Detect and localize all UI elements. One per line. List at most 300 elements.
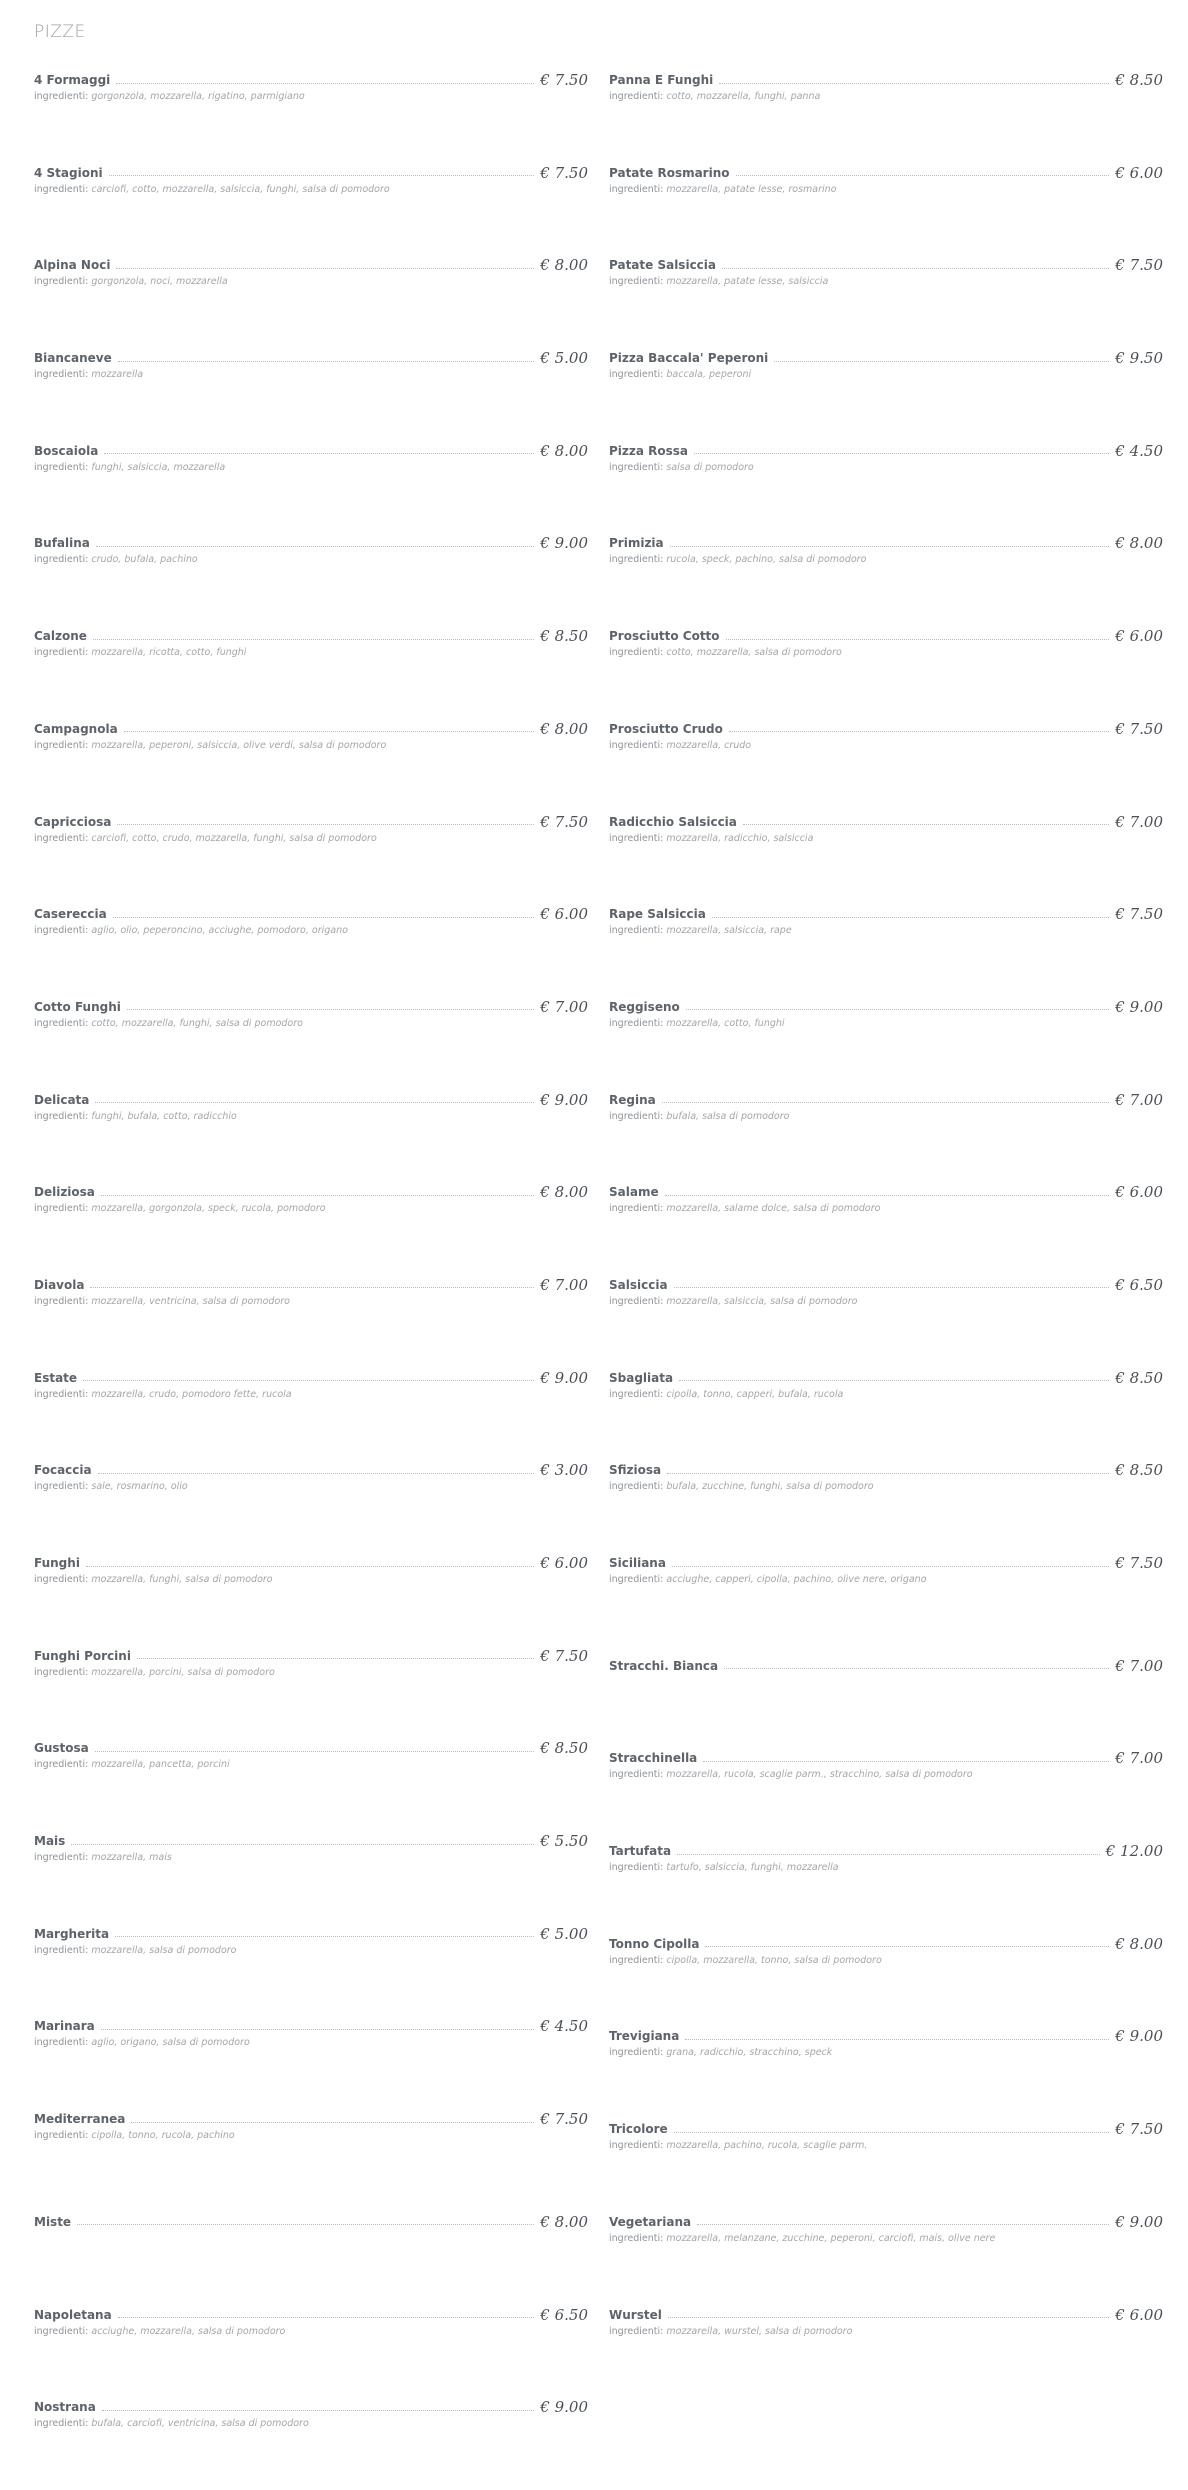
menu-item bbox=[34, 1646, 588, 1739]
item-ingredients bbox=[609, 1480, 1163, 1493]
dotted-leader bbox=[137, 1658, 534, 1659]
menu-item-row bbox=[34, 1275, 588, 1295]
dotted-leader bbox=[712, 917, 1109, 918]
currency-symbol: € bbox=[540, 163, 550, 182]
item-name: Tonno Cipolla bbox=[609, 1936, 700, 1951]
ingredients-list: mozzarella, funghi, salsa di pomodoro bbox=[91, 1574, 273, 1585]
item-ingredients bbox=[34, 646, 588, 659]
ingredients-list: acciughe, capperi, cipolla, pachino, olive nere, origano bbox=[666, 1574, 927, 1585]
menu-item-row bbox=[609, 2026, 1163, 2046]
menu-item bbox=[34, 997, 588, 1090]
dotted-leader bbox=[127, 1009, 534, 1010]
ingredients-label: ingredienti: bbox=[34, 1666, 89, 1678]
menu-item bbox=[34, 626, 588, 719]
item-name: Delicata bbox=[34, 1092, 90, 1107]
menu-column-left bbox=[34, 70, 588, 2490]
currency-symbol: € bbox=[1115, 1275, 1125, 1294]
menu-item bbox=[34, 1460, 588, 1553]
price-value: 4.50 bbox=[554, 2017, 588, 2036]
item-price bbox=[540, 1183, 588, 1201]
ingredients-label: ingredienti: bbox=[34, 554, 89, 566]
dotted-leader bbox=[719, 83, 1109, 84]
ingredients-list: mozzarella, cotto, funghi bbox=[666, 1017, 785, 1029]
menu-item-row bbox=[609, 1460, 1163, 1480]
price-value: 8.50 bbox=[554, 627, 588, 646]
price-value: 5.50 bbox=[554, 1832, 588, 1851]
item-name: Funghi bbox=[34, 1556, 80, 1570]
menu-item-row bbox=[34, 441, 588, 461]
price-value: 8.00 bbox=[554, 2212, 588, 2231]
item-ingredients bbox=[609, 2139, 1163, 2152]
ingredients-list: mozzarella, crudo, pomodoro fette, rucola bbox=[91, 1388, 292, 1400]
dotted-leader bbox=[667, 1473, 1109, 1474]
item-ingredients bbox=[34, 1202, 588, 1215]
item-price bbox=[540, 1739, 588, 1757]
ingredients-list: gorgonzola, noci, mozzarella bbox=[91, 276, 228, 288]
price-value: 7.00 bbox=[1129, 1656, 1163, 1675]
dotted-leader bbox=[672, 1566, 1109, 1567]
menu-item bbox=[34, 533, 588, 626]
dotted-leader bbox=[668, 2317, 1109, 2318]
menu-item bbox=[609, 2119, 1163, 2212]
ingredients-label: ingredienti: bbox=[609, 1110, 664, 1122]
item-name: Campagnola bbox=[34, 721, 118, 736]
item-ingredients bbox=[609, 1295, 1163, 1308]
menu-item-row bbox=[34, 626, 588, 646]
menu-item bbox=[609, 163, 1163, 256]
price-value: 7.50 bbox=[1129, 719, 1163, 738]
currency-symbol: € bbox=[540, 534, 550, 553]
menu-item bbox=[609, 1841, 1163, 1934]
ingredients-label: ingredienti: bbox=[609, 2232, 664, 2244]
menu-item bbox=[34, 1553, 588, 1646]
currency-symbol: € bbox=[540, 2110, 550, 2129]
price-value: 7.00 bbox=[1129, 812, 1163, 831]
item-ingredients bbox=[609, 2232, 1163, 2245]
ingredients-label: ingredienti: bbox=[34, 1203, 89, 1215]
item-ingredients bbox=[609, 553, 1163, 566]
dotted-leader bbox=[118, 2317, 535, 2318]
ingredients-list: salsa di pomodoro bbox=[666, 461, 754, 473]
item-name: Regina bbox=[609, 1092, 656, 1107]
currency-symbol: € bbox=[1105, 1842, 1116, 1861]
item-name: Deliziosa bbox=[34, 1185, 95, 1200]
item-price bbox=[540, 1276, 588, 1294]
item-name: Tricolore bbox=[609, 2122, 668, 2137]
currency-symbol: € bbox=[1115, 812, 1125, 831]
item-price bbox=[540, 2213, 588, 2231]
menu-item bbox=[34, 1924, 588, 2017]
dotted-leader bbox=[102, 2410, 534, 2411]
ingredients-label: ingredienti: bbox=[34, 647, 89, 659]
item-price bbox=[1115, 905, 1163, 923]
menu-item-row bbox=[609, 163, 1163, 183]
ingredients-list: mozzarella, porcini, salsa di pomodoro bbox=[91, 1666, 275, 1678]
ingredients-label: ingredienti: bbox=[609, 1954, 664, 1966]
price-value: 8.00 bbox=[1129, 534, 1163, 553]
item-name: Casereccia bbox=[34, 907, 107, 922]
ingredients-list: mozzarella, wurstel, salsa di pomodoro bbox=[666, 2325, 853, 2337]
price-value: 6.00 bbox=[554, 905, 588, 924]
currency-symbol: € bbox=[540, 1461, 550, 1480]
page-title: PIZZE bbox=[34, 22, 86, 42]
item-ingredients bbox=[609, 1954, 1163, 1967]
item-name: Prosciutto Cotto bbox=[609, 629, 720, 644]
menu-item bbox=[609, 1368, 1163, 1461]
price-value: 9.00 bbox=[554, 2398, 588, 2417]
currency-symbol: € bbox=[540, 1275, 550, 1294]
ingredients-list: tartufo, salsiccia, funghi, mozzarella bbox=[666, 1862, 839, 1874]
item-name: Boscaiola bbox=[34, 443, 99, 458]
currency-symbol: € bbox=[1115, 1368, 1125, 1387]
currency-symbol: € bbox=[540, 1183, 550, 1202]
price-value: 5.00 bbox=[554, 1924, 588, 1943]
menu-item bbox=[609, 904, 1163, 997]
price-value: 6.00 bbox=[1129, 627, 1163, 646]
currency-symbol: € bbox=[540, 1090, 550, 1109]
ingredients-label: ingredienti: bbox=[609, 832, 664, 844]
item-price bbox=[540, 1925, 588, 1943]
menu-item-row bbox=[34, 1460, 588, 1480]
dotted-leader bbox=[95, 1102, 534, 1103]
price-value: 7.00 bbox=[1129, 1090, 1163, 1109]
ingredients-label: ingredienti: bbox=[609, 739, 664, 751]
menu-item bbox=[609, 1553, 1163, 1646]
dotted-leader bbox=[694, 453, 1109, 454]
ingredients-label: ingredienti: bbox=[609, 1481, 664, 1493]
price-value: 7.00 bbox=[554, 1275, 588, 1294]
item-name: 4 Formaggi bbox=[34, 73, 111, 87]
dotted-leader bbox=[665, 1195, 1110, 1196]
currency-symbol: € bbox=[1115, 1656, 1125, 1675]
menu-item bbox=[34, 812, 588, 905]
item-ingredients bbox=[34, 2036, 588, 2049]
item-name: Siciliana bbox=[609, 1556, 666, 1570]
price-value: 3.00 bbox=[554, 1461, 588, 1480]
menu-item bbox=[609, 2305, 1163, 2398]
menu-item-row bbox=[34, 1738, 588, 1758]
dotted-leader bbox=[118, 361, 535, 362]
currency-symbol: € bbox=[1115, 997, 1125, 1016]
item-price bbox=[540, 442, 588, 460]
item-name: Prosciutto Crudo bbox=[609, 721, 723, 736]
item-price bbox=[1115, 349, 1163, 367]
item-price bbox=[540, 1832, 588, 1850]
item-price bbox=[540, 71, 588, 89]
item-ingredients bbox=[34, 90, 588, 103]
dotted-leader bbox=[83, 1380, 534, 1381]
currency-symbol: € bbox=[1115, 627, 1125, 646]
menu-item-row bbox=[34, 1646, 588, 1666]
ingredients-list: grana, radicchio, stracchino, speck bbox=[666, 2047, 833, 2059]
menu-item bbox=[609, 719, 1163, 812]
ingredients-list: gorgonzola, mozzarella, rigatino, parmigiano bbox=[91, 91, 305, 102]
dotted-leader bbox=[96, 546, 534, 547]
item-price bbox=[1115, 442, 1163, 460]
ingredients-label: ingredienti: bbox=[609, 1574, 664, 1585]
item-price bbox=[540, 1091, 588, 1109]
menu-item bbox=[609, 533, 1163, 626]
menu-item bbox=[34, 2212, 588, 2305]
item-name: Patate Salsiccia bbox=[609, 258, 717, 273]
menu-item-row bbox=[609, 719, 1163, 739]
menu-item-row bbox=[34, 1368, 588, 1388]
ingredients-list: aglio, olio, peperoncino, acciughe, pomodoro, origano bbox=[91, 925, 348, 937]
item-name: Bufalina bbox=[34, 536, 90, 551]
menu-item bbox=[609, 1656, 1163, 1749]
currency-symbol: € bbox=[540, 2212, 550, 2231]
dotted-leader bbox=[93, 639, 534, 640]
menu-item bbox=[34, 1738, 588, 1831]
menu-item bbox=[34, 904, 588, 997]
item-price bbox=[1115, 2213, 1163, 2231]
item-ingredients bbox=[34, 2129, 588, 2142]
menu-item-row bbox=[34, 1553, 588, 1573]
ingredients-label: ingredienti: bbox=[34, 183, 89, 195]
ingredients-label: ingredienti: bbox=[609, 276, 664, 288]
ingredients-label: ingredienti: bbox=[34, 832, 89, 844]
menu-column-right bbox=[609, 70, 1163, 2397]
menu-item-row bbox=[609, 70, 1163, 90]
item-price bbox=[540, 1461, 588, 1479]
item-price bbox=[1115, 1461, 1163, 1479]
menu-item-row bbox=[34, 1090, 588, 1110]
currency-symbol: € bbox=[1115, 71, 1125, 89]
menu-item bbox=[609, 1460, 1163, 1553]
item-price bbox=[540, 813, 588, 831]
item-price bbox=[1115, 534, 1163, 552]
currency-symbol: € bbox=[1115, 2120, 1125, 2139]
price-value: 7.50 bbox=[1129, 1554, 1163, 1572]
price-value: 9.00 bbox=[554, 534, 588, 553]
item-name: Estate bbox=[34, 1370, 78, 1385]
dotted-leader bbox=[109, 175, 535, 176]
price-value: 9.00 bbox=[554, 1368, 588, 1387]
ingredients-label: ingredienti: bbox=[609, 2047, 664, 2059]
ingredients-label: ingredienti: bbox=[609, 1862, 664, 1874]
item-price bbox=[1115, 71, 1163, 89]
dotted-leader bbox=[686, 1009, 1110, 1010]
menu-item-row bbox=[34, 255, 588, 275]
ingredients-label: ingredienti: bbox=[609, 1203, 664, 1215]
item-name: Diavola bbox=[34, 1277, 85, 1292]
ingredients-label: ingredienti: bbox=[34, 1944, 89, 1956]
currency-symbol: € bbox=[540, 2017, 550, 2036]
ingredients-list: aglio, origano, salsa di pomodoro bbox=[91, 2037, 250, 2049]
ingredients-label: ingredienti: bbox=[34, 2418, 89, 2430]
ingredients-list: bufala, carciofi, ventricina, salsa di pomodoro bbox=[91, 2418, 309, 2430]
item-price bbox=[540, 627, 588, 645]
dotted-leader bbox=[98, 1473, 535, 1474]
menu-item bbox=[34, 163, 588, 256]
item-ingredients bbox=[34, 739, 588, 752]
menu-item-row bbox=[609, 904, 1163, 924]
currency-symbol: € bbox=[1115, 2027, 1125, 2046]
item-ingredients bbox=[34, 1388, 588, 1401]
menu-item-row bbox=[34, 2397, 588, 2417]
item-price bbox=[1115, 720, 1163, 738]
price-value: 7.50 bbox=[554, 2110, 588, 2129]
dotted-leader bbox=[705, 1946, 1109, 1947]
menu-item-row bbox=[34, 2212, 588, 2232]
currency-symbol: € bbox=[540, 441, 550, 460]
currency-symbol: € bbox=[540, 71, 550, 89]
menu-item bbox=[609, 2212, 1163, 2305]
ingredients-list: crudo, bufala, pachino bbox=[91, 554, 198, 566]
item-price bbox=[540, 998, 588, 1016]
price-value: 8.00 bbox=[554, 719, 588, 738]
menu-item-row bbox=[609, 2212, 1163, 2232]
price-value: 4.50 bbox=[1129, 441, 1163, 460]
price-value: 6.50 bbox=[554, 2305, 588, 2324]
dotted-leader bbox=[662, 1102, 1110, 1103]
menu-item-row bbox=[34, 2016, 588, 2036]
item-name: Capricciosa bbox=[34, 814, 112, 829]
menu-item-row bbox=[34, 1924, 588, 1944]
ingredients-label: ingredienti: bbox=[34, 91, 89, 102]
ingredients-label: ingredienti: bbox=[34, 1295, 89, 1307]
menu-item bbox=[34, 2016, 588, 2109]
menu-item-row bbox=[34, 997, 588, 1017]
currency-symbol: € bbox=[1115, 719, 1125, 738]
item-name: Napoletana bbox=[34, 2307, 112, 2322]
ingredients-label: ingredienti: bbox=[34, 1110, 89, 1122]
item-name: Mais bbox=[34, 1834, 66, 1849]
menu-item-row bbox=[609, 1368, 1163, 1388]
ingredients-list: carciofi, cotto, crudo, mozzarella, funghi, salsa di pomodoro bbox=[91, 832, 377, 844]
item-price bbox=[540, 2306, 588, 2324]
item-name: Pizza Rossa bbox=[609, 443, 689, 458]
ingredients-list: mozzarella, crudo bbox=[666, 739, 752, 751]
item-name: Margherita bbox=[34, 1926, 110, 1941]
menu-item-row bbox=[609, 1841, 1163, 1861]
item-ingredients bbox=[609, 1388, 1163, 1401]
currency-symbol: € bbox=[1115, 905, 1125, 924]
price-value: 9.00 bbox=[1129, 997, 1163, 1016]
item-name: Rape Salsiccia bbox=[609, 907, 706, 922]
currency-symbol: € bbox=[1115, 1934, 1125, 1953]
item-ingredients bbox=[34, 1480, 588, 1493]
menu-item-row bbox=[609, 997, 1163, 1017]
menu-item bbox=[34, 719, 588, 812]
menu-item-row bbox=[34, 904, 588, 924]
menu-item-row bbox=[609, 533, 1163, 553]
price-value: 6.00 bbox=[1129, 1183, 1163, 1202]
currency-symbol: € bbox=[540, 812, 550, 831]
currency-symbol: € bbox=[1115, 163, 1125, 182]
menu-item bbox=[34, 1831, 588, 1924]
item-name: Mediterranea bbox=[34, 2112, 126, 2127]
dotted-leader bbox=[724, 1668, 1109, 1669]
item-ingredients bbox=[34, 368, 588, 381]
menu-item bbox=[34, 2109, 588, 2202]
dotted-leader bbox=[115, 1936, 534, 1937]
menu-item bbox=[609, 1090, 1163, 1183]
ingredients-list: cotto, mozzarella, funghi, salsa di pomodoro bbox=[91, 1017, 303, 1029]
item-ingredients bbox=[609, 646, 1163, 659]
price-value: 8.50 bbox=[1129, 1461, 1163, 1480]
menu-item bbox=[609, 2026, 1163, 2119]
ingredients-list: mozzarella, pancetta, porcini bbox=[91, 1759, 230, 1771]
menu-item-row bbox=[609, 348, 1163, 368]
menu-item bbox=[34, 2397, 588, 2490]
price-value: 9.50 bbox=[1129, 349, 1163, 368]
dotted-leader bbox=[736, 175, 1110, 176]
ingredients-label: ingredienti: bbox=[34, 1481, 89, 1493]
price-value: 8.50 bbox=[554, 1739, 588, 1758]
ingredients-label: ingredienti: bbox=[609, 1388, 664, 1400]
item-ingredients bbox=[34, 553, 588, 566]
ingredients-list: mozzarella, salsiccia, salsa di pomodoro bbox=[666, 1295, 858, 1307]
ingredients-label: ingredienti: bbox=[609, 925, 664, 937]
item-ingredients bbox=[609, 739, 1163, 752]
item-price bbox=[1115, 2306, 1163, 2324]
menu-item-row bbox=[609, 626, 1163, 646]
item-price bbox=[540, 349, 588, 367]
item-price bbox=[540, 2017, 588, 2035]
currency-symbol: € bbox=[540, 997, 550, 1016]
menu-item bbox=[609, 1182, 1163, 1275]
item-ingredients bbox=[609, 2046, 1163, 2059]
dotted-leader bbox=[116, 268, 534, 269]
dotted-leader bbox=[685, 2039, 1109, 2040]
item-price bbox=[1115, 813, 1163, 831]
price-value: 9.00 bbox=[1129, 2027, 1163, 2046]
item-name: Funghi Porcini bbox=[34, 1648, 131, 1663]
item-price bbox=[540, 534, 588, 552]
item-name: Panna E Funghi bbox=[609, 73, 714, 87]
ingredients-list: mozzarella, salsiccia, rape bbox=[666, 925, 792, 937]
ingredients-list: mozzarella, ricotta, cotto, funghi bbox=[91, 647, 247, 659]
dotted-leader bbox=[116, 83, 534, 84]
item-price bbox=[540, 905, 588, 923]
item-price bbox=[540, 2398, 588, 2416]
item-name: Radicchio Salsiccia bbox=[609, 814, 737, 829]
ingredients-label: ingredienti: bbox=[34, 1017, 89, 1029]
item-price bbox=[540, 256, 588, 274]
currency-symbol: € bbox=[1115, 349, 1125, 368]
menu-item bbox=[609, 812, 1163, 905]
ingredients-label: ingredienti: bbox=[34, 2037, 89, 2049]
item-name: Stracchinella bbox=[609, 1751, 698, 1766]
currency-symbol: € bbox=[1115, 1183, 1125, 1202]
menu-item-row bbox=[34, 1831, 588, 1851]
ingredients-list: mozzarella, rucola, scaglie parm., stracchino, salsa di pomodoro bbox=[666, 1769, 973, 1781]
menu-item bbox=[34, 1368, 588, 1461]
dotted-leader bbox=[131, 2122, 534, 2123]
item-price bbox=[1115, 1554, 1163, 1572]
ingredients-list: carciofi, cotto, mozzarella, salsiccia, funghi, salsa di pomodoro bbox=[91, 183, 390, 195]
item-ingredients bbox=[609, 1017, 1163, 1030]
menu-item-row bbox=[609, 1656, 1163, 1676]
item-price bbox=[1115, 2120, 1163, 2138]
menu-item bbox=[34, 1275, 588, 1368]
ingredients-list: mozzarella, mais bbox=[91, 1852, 172, 1864]
menu-item bbox=[609, 255, 1163, 348]
ingredients-label: ingredienti: bbox=[609, 2325, 664, 2337]
ingredients-list: acciughe, mozzarella, salsa di pomodoro bbox=[91, 2325, 286, 2337]
dotted-leader bbox=[101, 1195, 534, 1196]
ingredients-list: funghi, bufala, cotto, radicchio bbox=[91, 1110, 237, 1122]
item-ingredients bbox=[609, 275, 1163, 288]
menu-item bbox=[609, 441, 1163, 534]
dotted-leader bbox=[86, 1566, 534, 1567]
menu-item bbox=[34, 441, 588, 534]
item-price bbox=[1115, 998, 1163, 1016]
ingredients-list: mozzarella, salsa di pomodoro bbox=[91, 1944, 237, 1956]
dotted-leader bbox=[117, 824, 534, 825]
item-price bbox=[1115, 256, 1163, 274]
